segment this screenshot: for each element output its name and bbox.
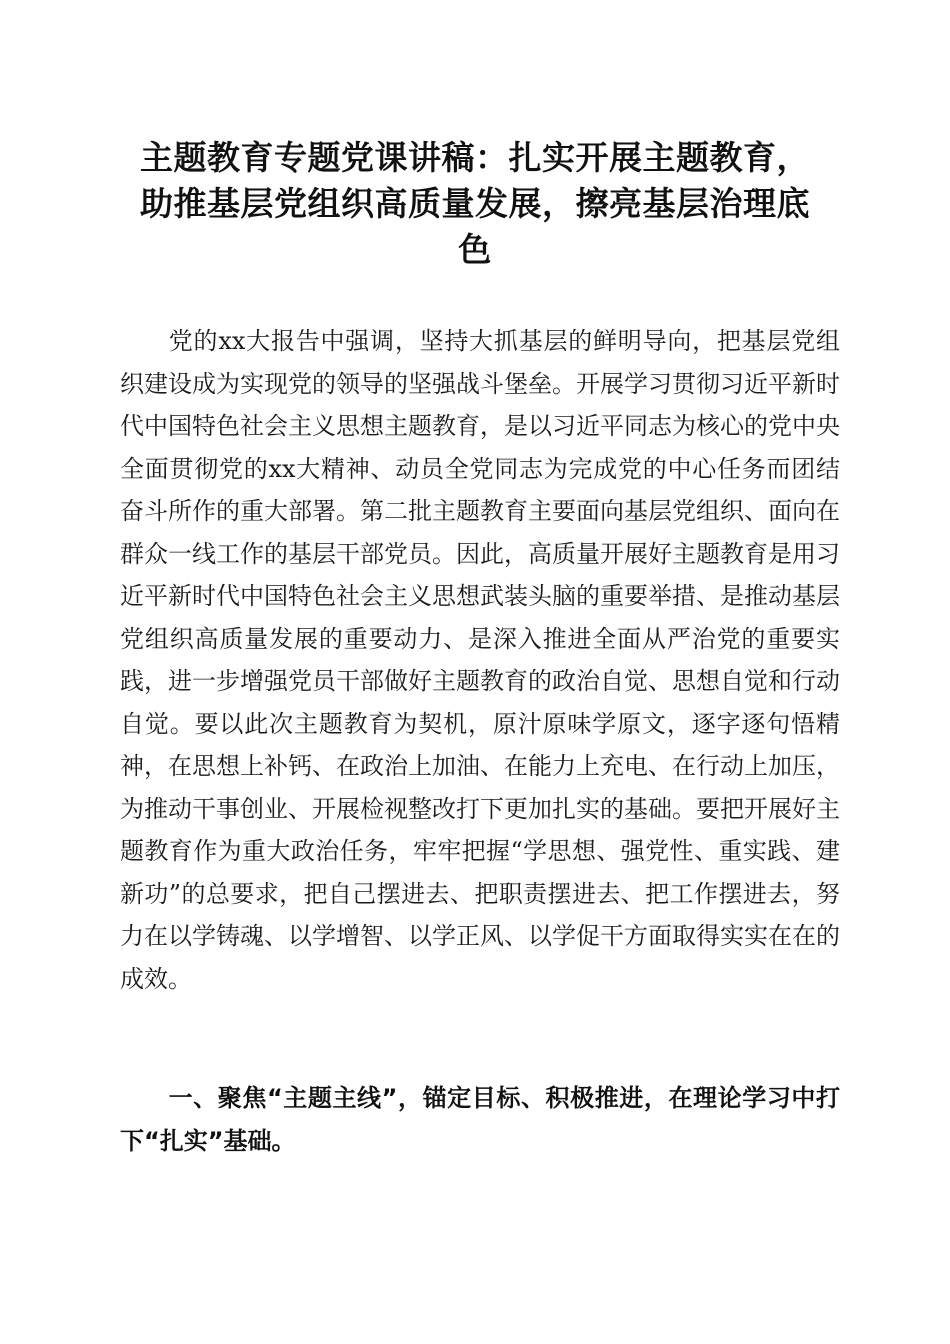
title-line-2: 助推基层党组织高质量发展，擦亮基层治理底 — [140, 184, 810, 223]
title-line-3: 色 — [458, 230, 492, 269]
section-heading-1 — [120, 1077, 840, 1162]
intro-paragraph — [120, 320, 840, 1000]
intro-paragraph-text: 党的xx大报告中强调，坚持大抓基层的鲜明导向，把基层党组织建设成为实现党的领导的坚强战斗堡垒。开展学习贯彻习近平新时代中国特色社会主义思想主题教育，是以习近平同志为核心的党中央全面贯彻党的xx大精神、动员全党同志为完成党的中心任务而团结奋斗所作的重大部署。第二批主题教育主要面向基层党组织、面向在群众一线工作的基层干部党员。因此，高质量开展好主题教育是用习近平新时代中国特色社会主义思想武装头脑的重要举措、是推动基层党组织高质量发展的重要动力、是深入推进全面从严治党的重要实践，进一步增强党员干部做好主题教育的政治自觉、思想自觉和行动自觉。要以此次主题教育为契机，原汁原味学原文，逐字逐句悟精神，在思想上补钙、在政治上加油、在能力上充电、在行动上加压，为推动干事创业、开展检视整改打下更加扎实的基础。要把开展好主题教育作为重大政治任务，牢牢把握“学思想、强党性、重实践、建新功”的总要求，把自己摆进去、把职责摆进去、把工作摆进去，努力在以学铸魂、以学增智、以学正风、以学促干方面取得实实在在的成效。 — [120, 327, 840, 993]
section-heading-1-text: 一、聚焦“主题主线”，锚定目标、积极推进，在理论学习中打下“扎实”基础。 — [120, 1084, 840, 1155]
document-title — [110, 135, 840, 273]
title-line-1: 主题教育专题党课讲稿：扎实开展主题教育， — [140, 138, 810, 177]
